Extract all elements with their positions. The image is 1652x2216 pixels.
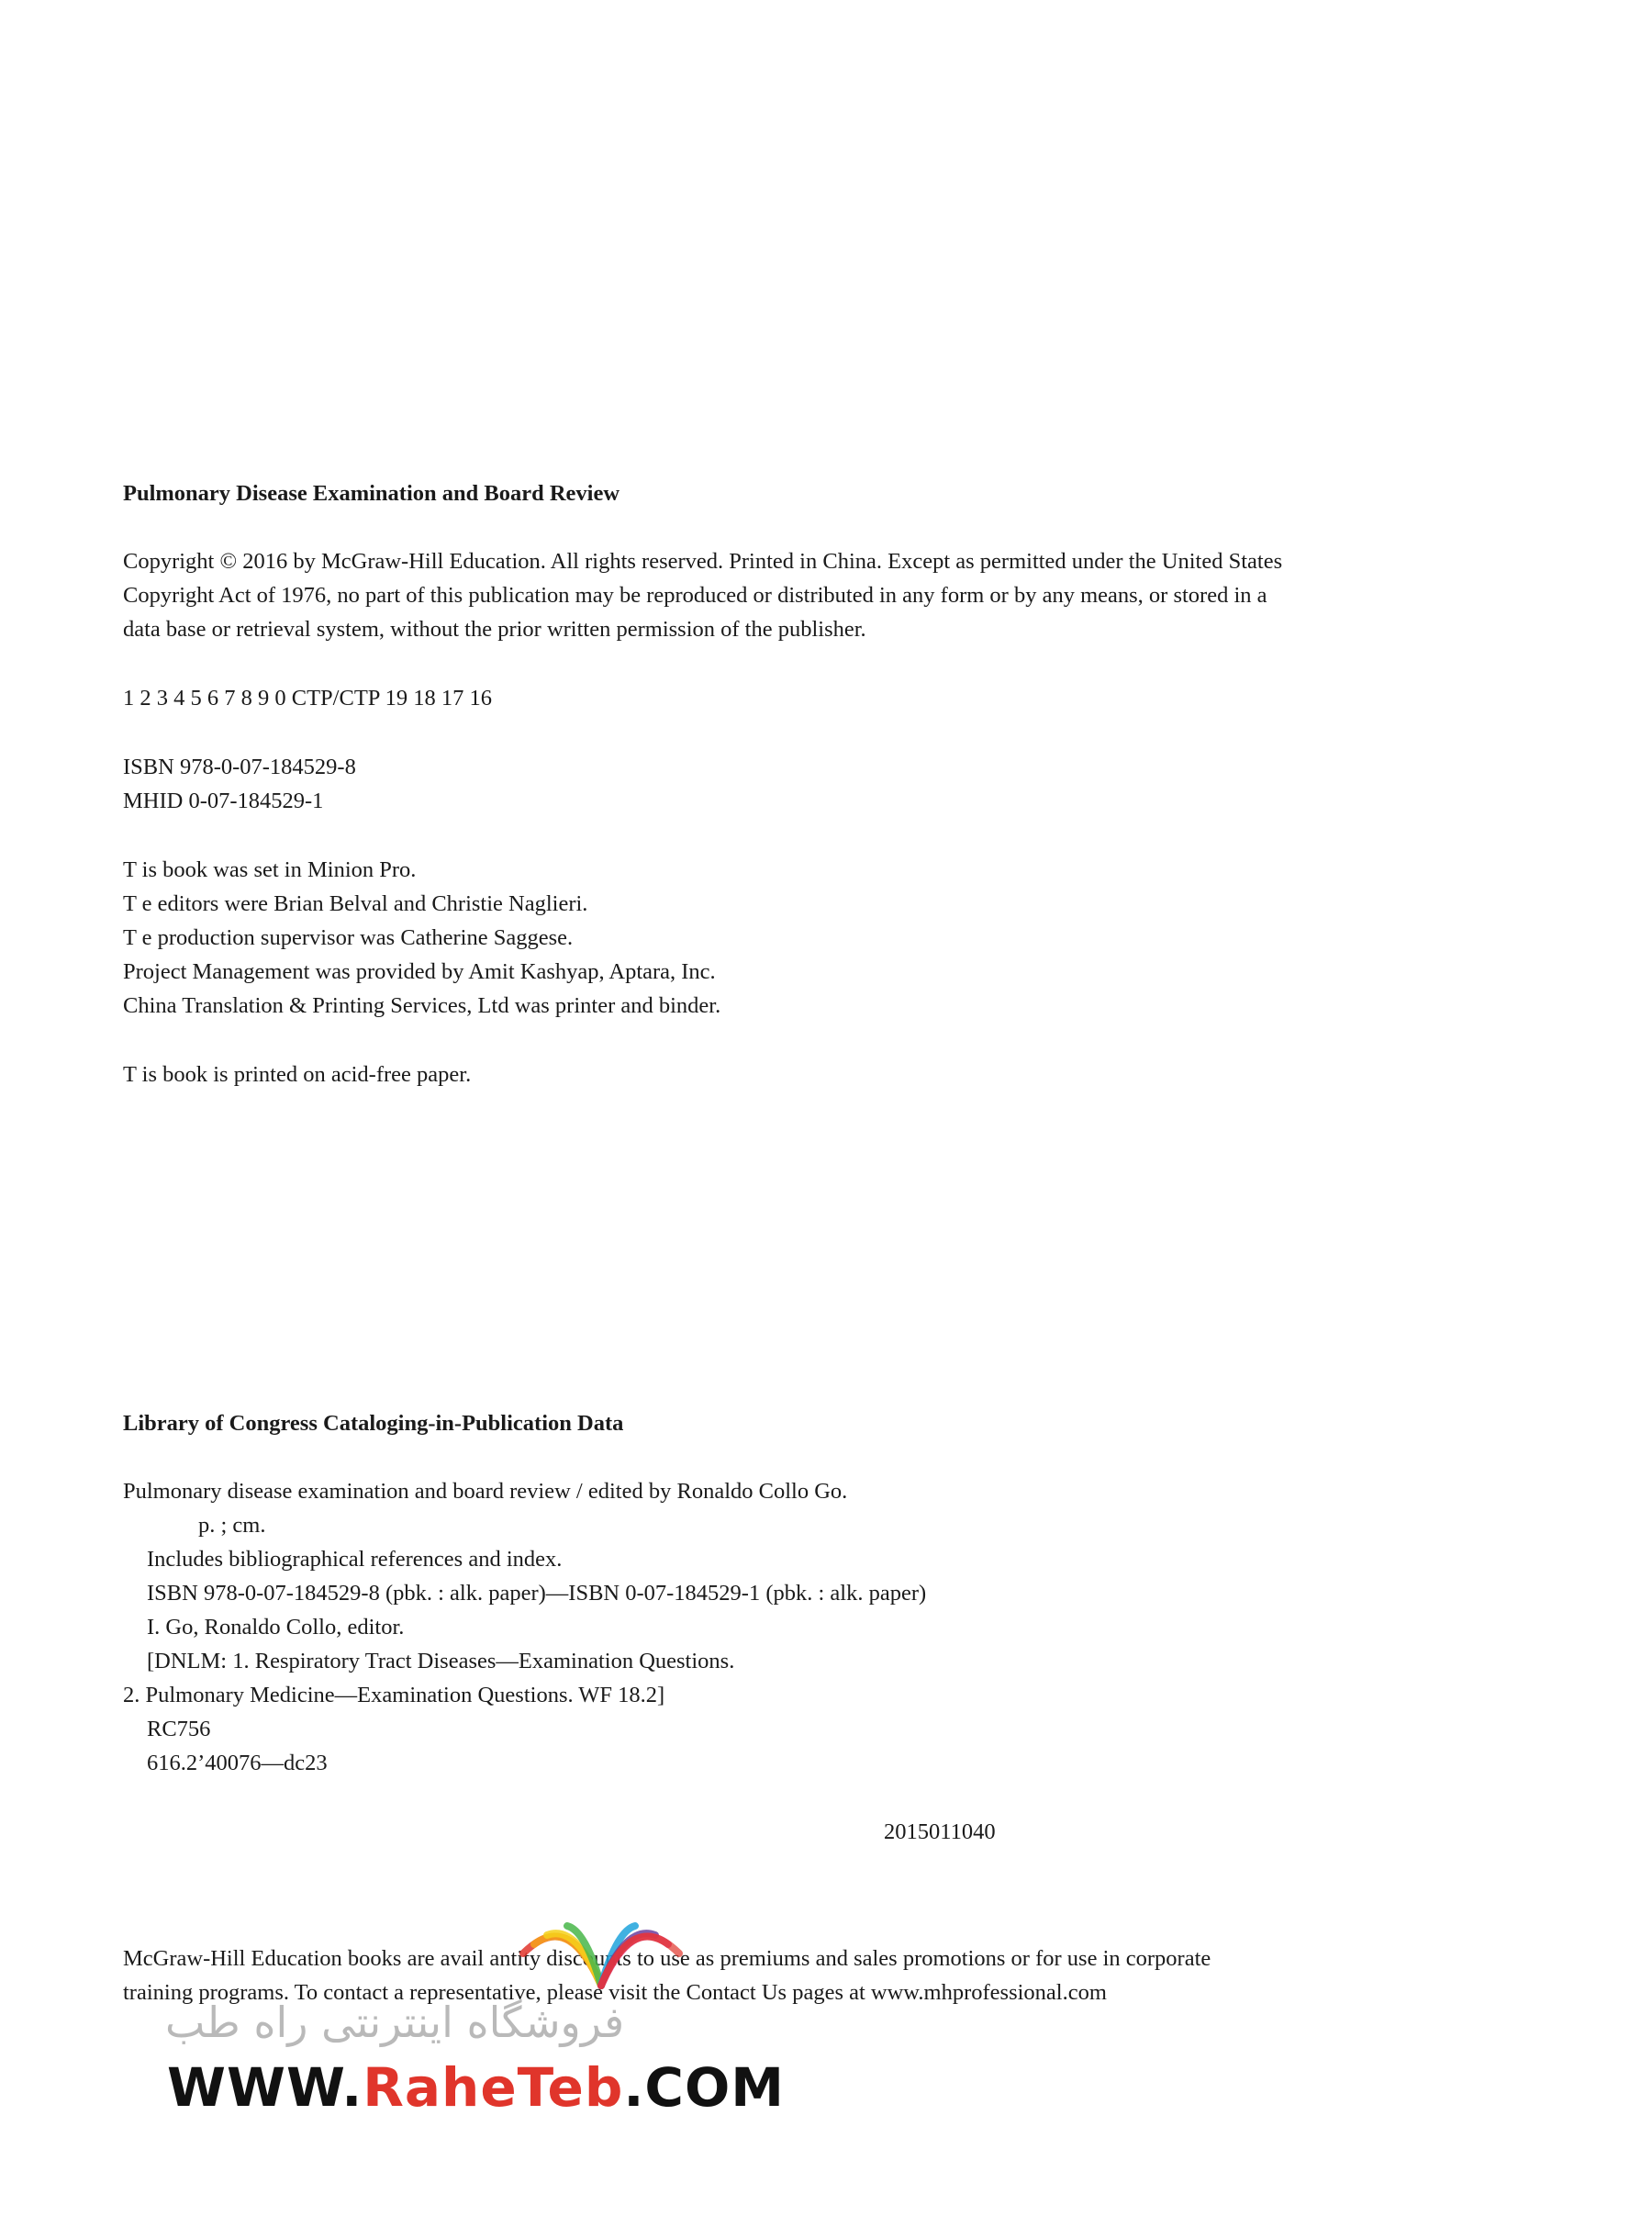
watermark-url-suffix: .COM [623, 2056, 786, 2119]
watermark-persian-text: فروشگاه اینترنتی راه طب [165, 1998, 625, 2047]
copyright-line-1: Copyright © 2016 by McGraw-Hill Education. All rights reserved. Printed in China. Except as permitted under the United States [123, 549, 1283, 574]
credit-line-3: T e production supervisor was Catherine Saggese. [123, 925, 574, 950]
cip-line-6: [DNLM: 1. Respiratory Tract Diseases—Examination Questions. [147, 1649, 735, 1673]
printing-line: 1 2 3 4 5 6 7 8 9 0 CTP/CTP 19 18 17 16 [123, 686, 493, 711]
isbn: ISBN 978-0-07-184529-8 [123, 755, 356, 779]
cip-control-number: 2015011040 [884, 1819, 996, 1844]
watermark-url [167, 2056, 785, 2119]
copyright-line-2: Copyright Act of 1976, no part of this publication may be reproduced or distributed in any form or by any means, or stored in a [123, 583, 1267, 608]
open-book-rainbow-icon [514, 1898, 688, 1999]
credit-line-5: China Translation & Printing Services, Ltd was printer and binder. [123, 993, 721, 1018]
credit-line-1: T is book was set in Minion Pro. [123, 857, 417, 882]
cip-line-8: RC756 [147, 1717, 211, 1741]
cip-line-2: p. ; cm. [198, 1513, 266, 1538]
watermark-url-accent: RaheTeb [363, 2056, 624, 2119]
mhid: MHID 0-07-184529-1 [123, 789, 324, 813]
book-title: Pulmonary Disease Examination and Board Review [123, 481, 620, 506]
raheteb-watermark [156, 1898, 786, 2128]
cip-heading: Library of Congress Cataloging-in-Publication Data [123, 1411, 624, 1436]
cip-line-5: I. Go, Ronaldo Collo, editor. [147, 1615, 405, 1640]
cip-line-4: ISBN 978-0-07-184529-8 (pbk. : alk. paper)—ISBN 0-07-184529-1 (pbk. : alk. paper) [147, 1581, 927, 1606]
copyright-line-3: data base or retrieval system, without the prior written permission of the publisher. [123, 617, 866, 642]
cip-line-3: Includes bibliographical references and index. [147, 1547, 563, 1572]
credit-line-2: T e editors were Brian Belval and Christie Naglieri. [123, 891, 588, 916]
paper-note: T is book is printed on acid-free paper. [123, 1062, 472, 1087]
cip-line-1: Pulmonary disease examination and board review / edited by Ronaldo Collo Go. [123, 1479, 848, 1504]
cip-line-7: 2. Pulmonary Medicine—Examination Questions. WF 18.2] [123, 1683, 665, 1707]
footer-line-2: training programs. To contact a representative, please visit the Contact Us pages at www.mhprofessional.com [123, 1980, 1107, 2005]
credit-line-4: Project Management was provided by Amit Kashyap, Aptara, Inc. [123, 959, 716, 984]
watermark-url-prefix: WWW. [167, 2056, 363, 2119]
cip-line-9: 616.2’40076—dc23 [147, 1751, 328, 1775]
footer-line-1: McGraw-Hill Education books are avail antity discounts to use as premiums and sales promotions or for use in corporate [123, 1946, 1211, 1971]
